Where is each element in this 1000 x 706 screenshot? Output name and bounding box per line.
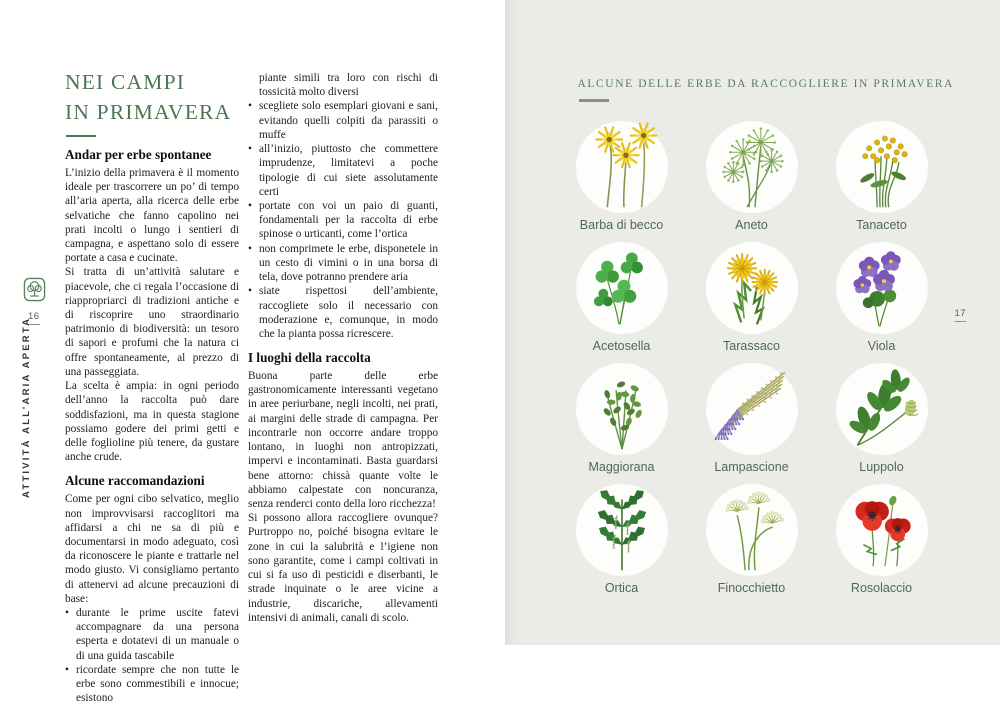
herb-label: Acetosella xyxy=(557,339,687,354)
barba-di-becco-illustration xyxy=(568,113,676,221)
bullet-item xyxy=(65,606,239,663)
herb-photo xyxy=(687,483,817,577)
herb-card xyxy=(557,362,687,475)
bullet-text: scegliete solo esemplari giovani e sani, evitando quelli colpiti da parassiti o muffe xyxy=(259,99,438,142)
bullet-item xyxy=(248,99,438,142)
left-page xyxy=(0,0,505,645)
section-heading: Andar per erbe spontanee xyxy=(65,147,239,163)
bullet-dot: • xyxy=(65,606,76,663)
lampascione-illustration xyxy=(698,355,806,463)
section-heading: Alcune raccomandazioni xyxy=(65,473,239,489)
herb-photo xyxy=(557,120,687,214)
herb-label: Maggiorana xyxy=(557,460,687,475)
bullet-dot: • xyxy=(248,199,259,242)
herb-card xyxy=(557,483,687,596)
paragraph: Come per ogni cibo selvatico, meglio non improvvisarsi raccoglitori ma affidarsi a chi ne sa di più e documentarsi in modo adeguato, così da riconoscere le piante e trattarle nel modo giusto. Vi consigliamo pertanto di attenervi ad alcune precauzioni di base: xyxy=(65,492,239,606)
bullet-dot: • xyxy=(248,99,259,142)
herb-card xyxy=(817,120,947,233)
herb-photo xyxy=(687,120,817,214)
tree-icon xyxy=(23,277,46,302)
herb-card xyxy=(817,362,947,475)
text-column-2 xyxy=(248,71,438,625)
herb-photo xyxy=(557,483,687,577)
bullet-continuation: piante simili tra loro con rischi di tossicità molto diversi xyxy=(248,71,438,99)
bullet-item xyxy=(248,142,438,199)
bullet-dot: • xyxy=(248,284,259,341)
right-page xyxy=(505,0,1000,645)
herb-photo xyxy=(817,483,947,577)
page-title xyxy=(65,68,231,127)
herb-card xyxy=(557,241,687,354)
herbs-page-title: ALCUNE DELLE ERBE DA RACCOGLIERE IN PRIMAVERA xyxy=(578,78,955,90)
herb-photo xyxy=(557,362,687,456)
herb-label: Luppolo xyxy=(817,460,947,475)
herb-label: Viola xyxy=(817,339,947,354)
page-title-line-2: IN PRIMAVERA xyxy=(65,100,231,124)
bullet-item xyxy=(65,663,239,706)
acetosella-illustration xyxy=(568,234,676,342)
paragraph: La scelta è ampia: in ogni periodo dell’anno la raccolta può dare soddisfazioni, ma in questa stagione possiamo godere dei primi getti e delle foglioline più tenere, da gustare anche crude. xyxy=(65,379,239,464)
herb-photo xyxy=(817,120,947,214)
herb-label: Barba di becco xyxy=(557,218,687,233)
paragraph: Si tratta di un’attività salutare e piacevole, che ci regala l’occasione di riappropriarci di tradizioni antiche e di riscoprire uno straordinario patrimonio di biodiversità: un tesoro di sapori e profumi che la natura ci offre spontaneamente, al prezzo di una passeggiata. xyxy=(65,265,239,379)
bullet-text: siate rispettosi dell’ambiente, raccogliete solo il necessario con moderazione e, comunque, in modo che la pianta possa ricrescere. xyxy=(259,284,438,341)
bullet-dot: • xyxy=(248,242,259,285)
bullet-text: non comprimete le erbe, disponetele in un cesto di vimini o in una borsa di tela, dove potranno prendere aria xyxy=(259,242,438,285)
herb-card xyxy=(817,241,947,354)
herb-label: Rosolaccio xyxy=(817,581,947,596)
herb-card xyxy=(817,483,947,596)
herb-card xyxy=(687,362,817,475)
herb-label: Ortica xyxy=(557,581,687,596)
herb-label: Lampascione xyxy=(687,460,817,475)
bullet-item xyxy=(248,284,438,341)
ortica-illustration xyxy=(568,476,676,584)
herb-label: Aneto xyxy=(687,218,817,233)
page-title-line-1: NEI CAMPI xyxy=(65,70,185,94)
luppolo-illustration xyxy=(828,355,936,463)
chapter-vertical-label: ATTIVITÀ ALL’ARIA APERTA xyxy=(21,338,32,498)
maggiorana-illustration xyxy=(568,355,676,463)
bullet-item xyxy=(248,242,438,285)
page-number-left: 16 xyxy=(28,311,40,325)
finocchietto-illustration xyxy=(698,476,806,584)
herb-photo xyxy=(557,241,687,335)
rosolaccio-illustration xyxy=(828,476,936,584)
bullet-dot: • xyxy=(248,142,259,199)
paragraph: Buona parte delle erbe gastronomicamente interessanti vegetano in aree periurbane, negli incolti, nei prati, ai margini delle strade di campagna. Per incontrarle non occorre andare troppo lontano, in luoghi non antropizzati, impervi e incontaminati. Basta guardarsi bene attorno: chissà quante volte le abbiamo calpestate con noncuranza, senza renderci conto della loro ricchezza! xyxy=(248,369,438,511)
tanaceto-illustration xyxy=(828,113,936,221)
herb-label: Tarassaco xyxy=(687,339,817,354)
aneto-illustration xyxy=(698,113,806,221)
bullet-text: portate con voi un paio di guanti, fondamentali per la raccolta di erbe spinose o urticanti, come l’ortica xyxy=(259,199,438,242)
bullet-item xyxy=(248,199,438,242)
herb-label: Tanaceto xyxy=(817,218,947,233)
paragraph: Si possono allora raccogliere ovunque? Purtroppo no, poiché bisogna evitare le zone in cui la salubrità e l’igiene non sono garantite, come i campi coltivati in cui si fa uso di pesticidi e diserbanti, le strade inquinate o le aree vicine a industrie, discariche, allevamenti intensivi di animali, canali di scolo. xyxy=(248,511,438,625)
bullet-text: ricordate sempre che non tutte le erbe sono commestibili e innocue; esistono xyxy=(76,663,239,706)
herb-card xyxy=(687,120,817,233)
bullet-text: all’inizio, piuttosto che commettere imprudenze, limitatevi a poche tipologie di cui siete assolutamente certi xyxy=(259,142,438,199)
herb-photo xyxy=(817,362,947,456)
herb-photo xyxy=(687,241,817,335)
herbs-title-rule xyxy=(579,99,609,102)
herb-photo xyxy=(687,362,817,456)
herb-card xyxy=(687,241,817,354)
herb-photo xyxy=(817,241,947,335)
bullet-text: durante le prime uscite fatevi accompagnare da una persona esperta e dotatevi di un manuale o di una guida tascabile xyxy=(76,606,239,663)
paragraph: L’inizio della primavera è il momento ideale per trascorrere un po’ di tempo all’aria aperta, alla ricerca delle erbe selvatiche che fanno capolino nei prati incolti o lungo i sentieri di campagna, e aspettano solo di essere portate a casa e cucinate. xyxy=(65,166,239,266)
herb-label: Finocchietto xyxy=(687,581,817,596)
page-number-right: 17 xyxy=(955,308,967,322)
title-rule xyxy=(66,135,96,137)
viola-illustration xyxy=(828,234,936,342)
bullet-dot: • xyxy=(65,663,76,706)
text-column-1 xyxy=(65,147,239,706)
tarassaco-illustration xyxy=(698,234,806,342)
section-heading: I luoghi della raccolta xyxy=(248,350,438,366)
herb-grid xyxy=(557,120,949,596)
herb-card xyxy=(557,120,687,233)
herb-card xyxy=(687,483,817,596)
